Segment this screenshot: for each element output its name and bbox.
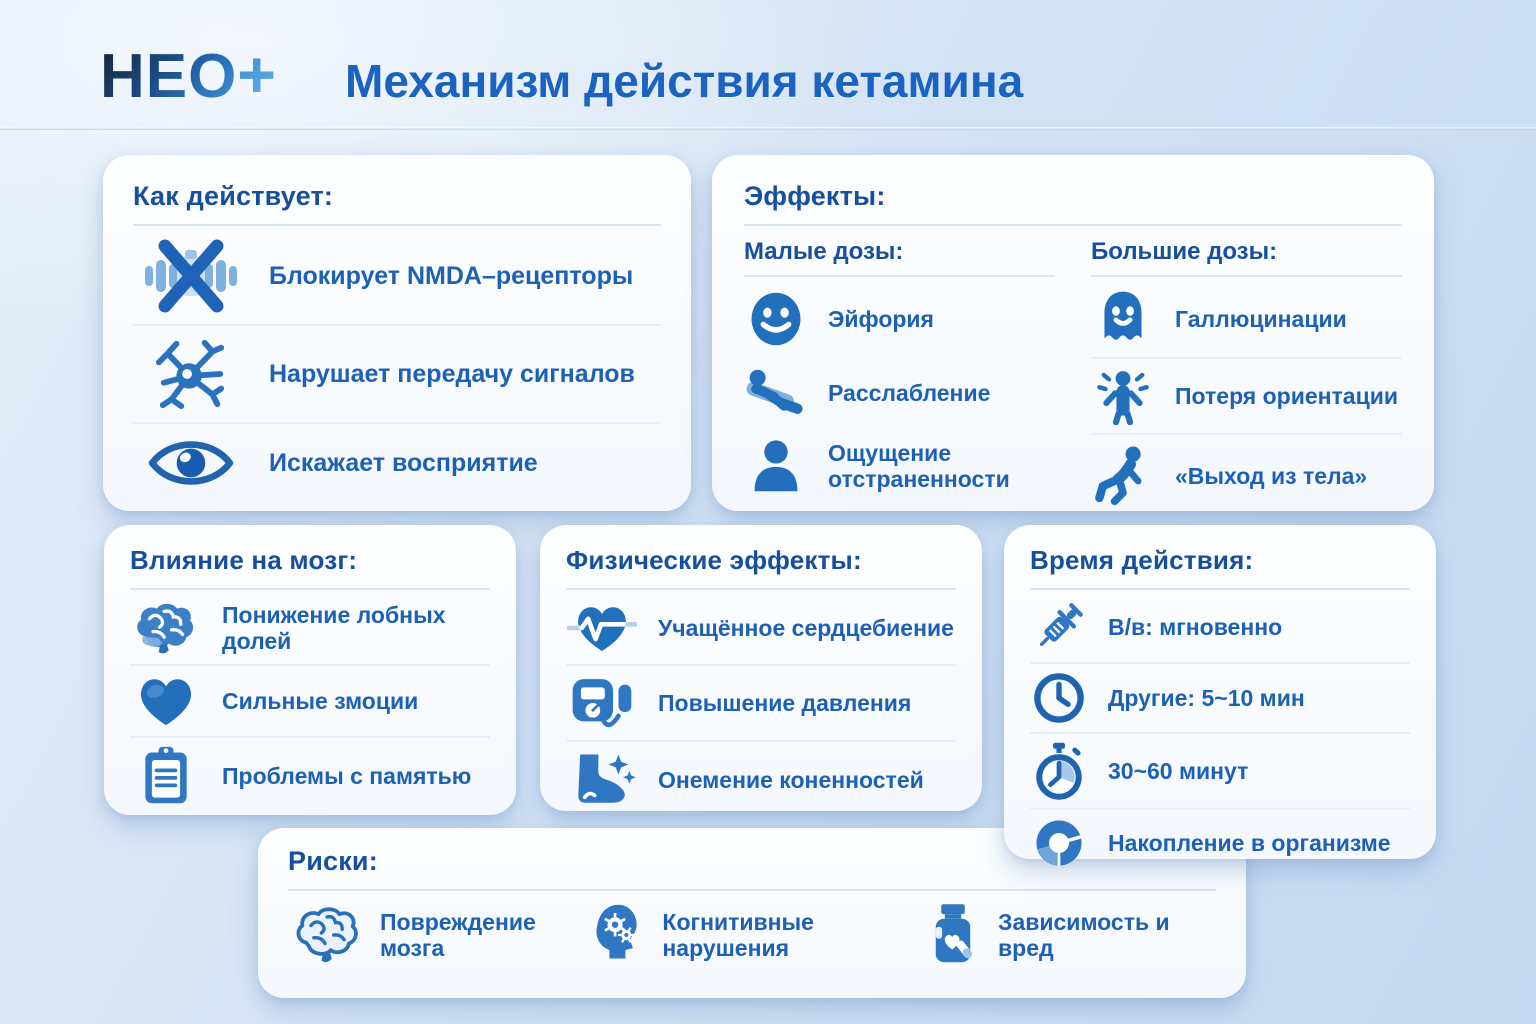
- card-title: Время действия:: [1030, 545, 1254, 575]
- syringe-icon: [1030, 599, 1088, 655]
- item-label: Понижение лобных долей: [222, 601, 446, 654]
- page-title: Механизм действия кетамина: [345, 55, 1024, 107]
- card-duration: [1004, 525, 1436, 859]
- list-item: [744, 357, 1055, 429]
- card-title: Эффекты:: [744, 181, 886, 211]
- disoriented-person-icon: [1091, 367, 1155, 425]
- item-label: Повышение давления: [658, 689, 912, 716]
- list-item: [133, 228, 661, 324]
- item-label: Искажает восприятие: [269, 448, 538, 477]
- card-title: Влияние на мозг:: [130, 545, 358, 575]
- card-effects: [712, 155, 1434, 511]
- large-doses-column: [1091, 238, 1402, 517]
- logo-text: НЕО: [100, 42, 238, 111]
- list-item: [566, 664, 956, 740]
- divider: [566, 588, 956, 590]
- item-label: Блокирует NMDA–рецепторы: [269, 261, 634, 290]
- item-label: Расслабление: [828, 379, 991, 406]
- item-label: Нарушает передачу сигналов: [269, 359, 635, 388]
- list-item: [133, 324, 661, 422]
- card-title: Риски:: [288, 846, 378, 876]
- list-item: [1091, 357, 1402, 433]
- smiley-icon: [744, 289, 808, 349]
- item-label: Потеря ориентации: [1175, 382, 1399, 409]
- item-label: Эйфория: [828, 305, 934, 332]
- item-label: В/в: мгновенно: [1108, 613, 1283, 640]
- accumulation-chart-icon: [1030, 817, 1088, 869]
- brain-damage-icon: [292, 904, 364, 966]
- card-how-it-works: [103, 155, 691, 511]
- heartbeat-icon: [566, 599, 638, 657]
- item-label: Другие: 5~10 мин: [1108, 684, 1305, 711]
- list-item: [566, 740, 956, 818]
- dependence-icon: [924, 902, 982, 968]
- logo: [100, 36, 277, 112]
- person-silhouette-icon: [744, 437, 808, 495]
- list-item: [1030, 808, 1410, 876]
- item-label: 30~60 минут: [1108, 757, 1249, 784]
- heart-icon: [130, 673, 202, 729]
- divider: [744, 275, 1055, 277]
- list-item: [924, 902, 1212, 968]
- item-label: Сильные змоции: [222, 687, 419, 714]
- list-item: [133, 422, 661, 502]
- divider: [288, 889, 1216, 891]
- divider: [1091, 275, 1402, 277]
- item-label: Ощущение отстраненности: [828, 439, 1010, 492]
- divider: [744, 224, 1402, 226]
- item-label: «Выход из тела»: [1175, 462, 1368, 489]
- list-item: [586, 901, 924, 969]
- item-label: Проблемы с памятью: [222, 762, 472, 789]
- item-label: Зависимость и вред: [998, 908, 1170, 961]
- list-item: [130, 592, 490, 664]
- card-brain-impact: [104, 525, 516, 815]
- item-label: Накопление в организме: [1108, 829, 1391, 856]
- list-item: [130, 736, 490, 814]
- list-item: [1030, 662, 1410, 732]
- list-item: [744, 429, 1055, 503]
- numb-foot-icon: [566, 749, 638, 811]
- eye-icon: [133, 435, 249, 491]
- list-item: [292, 904, 586, 966]
- column-subtitle: Малые дозы:: [744, 238, 904, 265]
- clock-icon: [1030, 671, 1088, 725]
- column-subtitle: Большие дозы:: [1091, 238, 1278, 265]
- list-item: [1091, 433, 1402, 517]
- ghost-icon: [1091, 289, 1155, 349]
- list-item: [744, 281, 1055, 357]
- neuron-icon: [133, 337, 249, 411]
- item-label: Когнитивные нарушения: [662, 908, 814, 961]
- card-title: Физические эффекты:: [566, 545, 862, 575]
- relaxing-person-icon: [744, 365, 808, 421]
- stopwatch-icon: [1030, 741, 1088, 801]
- small-doses-column: [744, 238, 1055, 517]
- clipboard-icon: [130, 745, 202, 807]
- nmda-receptor-blocked-icon: [133, 239, 249, 313]
- divider: [1030, 588, 1410, 590]
- divider: [130, 588, 490, 590]
- list-item: [1030, 732, 1410, 808]
- item-label: Повреждение мозга: [380, 908, 536, 961]
- blood-pressure-icon: [566, 673, 638, 733]
- item-label: Учащённое сердцебиение: [658, 614, 954, 641]
- header-divider: [0, 127, 1536, 130]
- list-item: [130, 664, 490, 736]
- brain-icon: [130, 599, 202, 657]
- card-physical-effects: [540, 525, 982, 811]
- out-of-body-icon: [1091, 443, 1155, 509]
- list-item: [566, 592, 956, 664]
- divider: [133, 224, 661, 226]
- card-title: Как действует:: [133, 181, 334, 211]
- cognitive-impairment-icon: [586, 901, 646, 969]
- list-item: [1030, 592, 1410, 662]
- item-label: Галлюцинации: [1175, 305, 1347, 332]
- list-item: [1091, 281, 1402, 357]
- logo-plus-icon: +: [237, 37, 277, 111]
- item-label: Онемение коненностей: [658, 766, 924, 793]
